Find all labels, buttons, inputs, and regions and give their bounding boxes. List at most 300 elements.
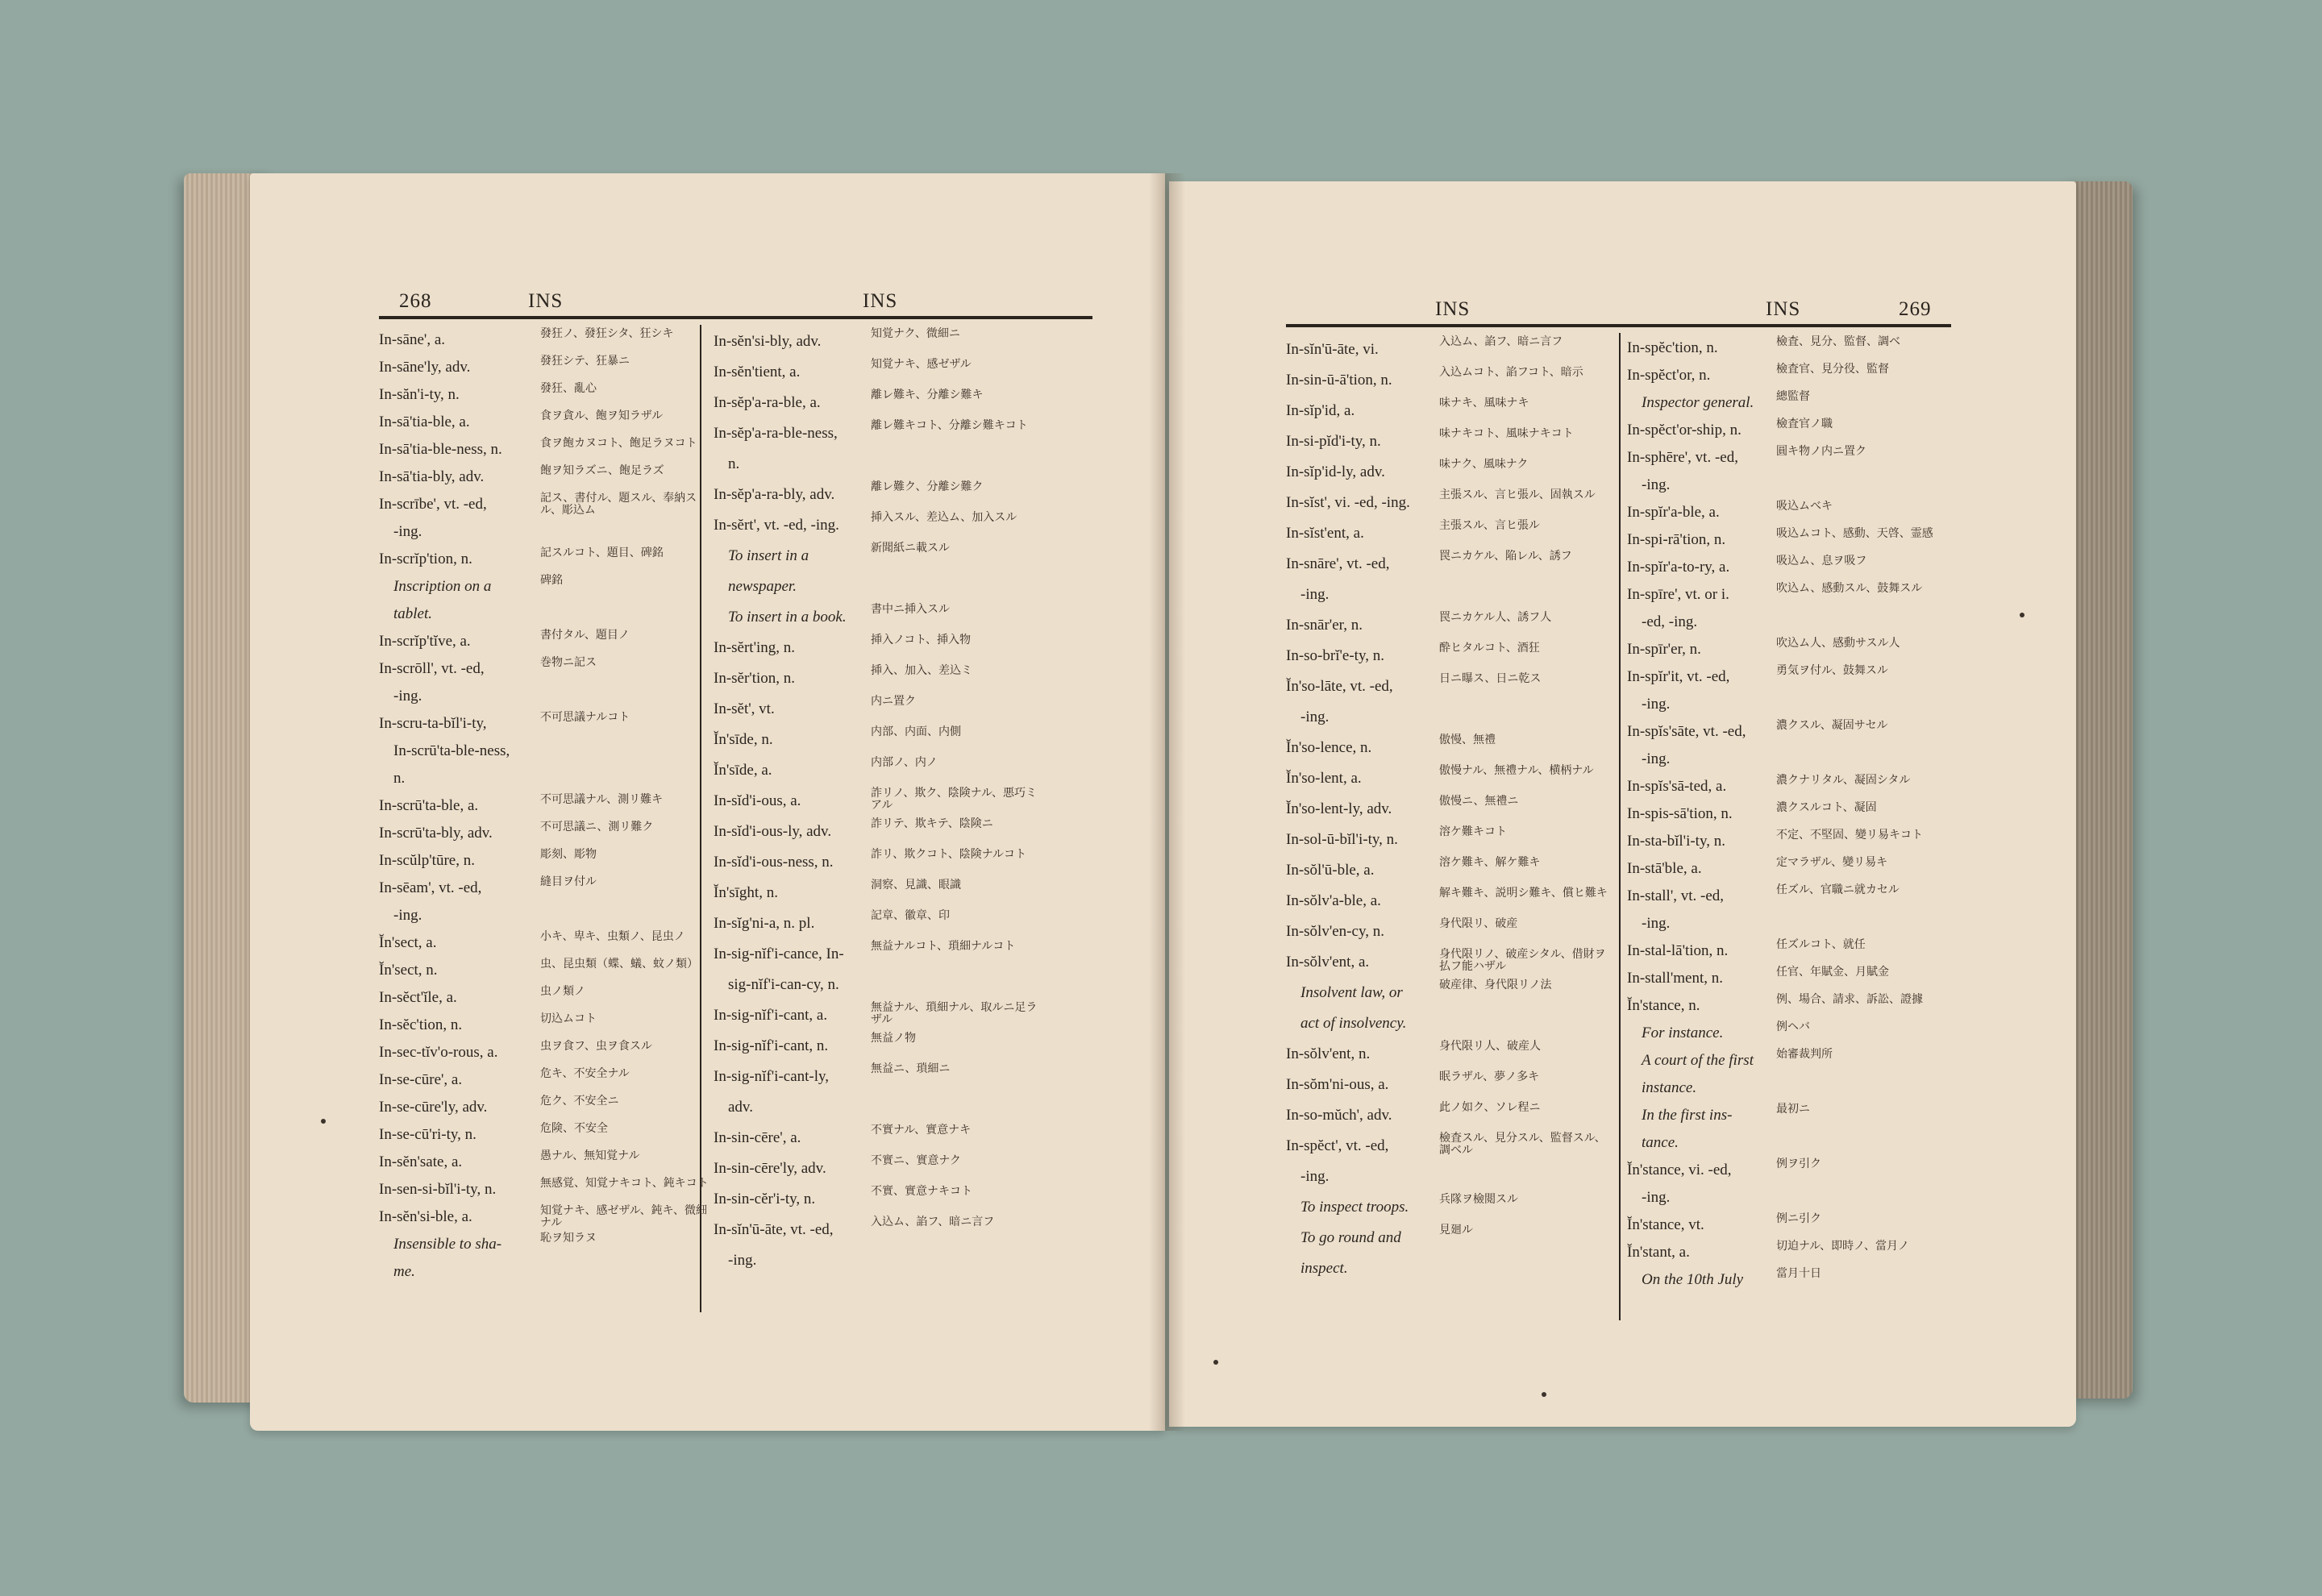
ink-speck [1542, 1392, 1546, 1397]
dictionary-entry [379, 984, 710, 1012]
dictionary-entry [379, 436, 710, 463]
dictionary-entry [714, 602, 1068, 633]
entry-japanese-gloss: 發狂、亂心 [540, 383, 597, 395]
entry-japanese-gloss: 勇気ヲ付ル、鼓舞スル [1776, 665, 1888, 677]
entry-headword: In-sin-cĕr'i-ty, n. [714, 1191, 816, 1207]
entry-headword: In-sig-nĭf'i-cant, a. [714, 1007, 828, 1024]
dictionary-entry [379, 1066, 710, 1094]
dictionary-entry [714, 541, 1068, 571]
page-number: 269 [1899, 298, 1932, 320]
entry-japanese-gloss: 例ヲ引ク [1776, 1158, 1821, 1170]
header-rule [1286, 324, 1951, 327]
entry-japanese-gloss: 内ニ置ク [871, 696, 916, 708]
entry-headword: In-scrĭp'tion, n. [379, 551, 472, 567]
dictionary-entry [1286, 916, 1625, 947]
entry-japanese-gloss: 危険、不安全 [540, 1123, 608, 1135]
dictionary-entry [1627, 800, 1950, 828]
dictionary-entry [1627, 389, 1950, 417]
entry-headword: Ĭn'so-lent-ly, adv. [1286, 800, 1392, 817]
entry-japanese-gloss: 切迫ナル、即時ノ、當月ノ [1776, 1241, 1910, 1253]
entry-headword: In-sĭg'ni-a, n. pl. [714, 915, 815, 932]
entry-japanese-gloss: 主張スル、言ヒ張ル [1439, 520, 1540, 532]
dictionary-entry [1627, 1129, 1950, 1157]
dictionary-entry [714, 1062, 1068, 1092]
entry-headword: In-scrū'ta-ble, a. [379, 797, 479, 814]
dictionary-entry [379, 655, 710, 683]
entry-headword: In-săn'i-ty, n. [379, 386, 460, 403]
entry-japanese-gloss: 離レ難ク、分離シ難ク [871, 481, 984, 493]
entry-japanese-gloss: 記スルコト、題目、碑銘 [540, 547, 664, 559]
entry-headword: In-sĭp'id-ly, adv. [1286, 463, 1385, 480]
entry-japanese-gloss: 飽ヲ知ラズニ、飽足ラズ [540, 465, 664, 477]
entry-japanese-gloss: 檢査、見分、監督、調ベ [1776, 336, 1900, 348]
dictionary-entry [379, 354, 710, 381]
entry-headword: instance. [1642, 1079, 1697, 1096]
dictionary-entry [1627, 636, 1950, 663]
running-header-left: INS [528, 290, 564, 312]
entry-japanese-gloss: 濃クスル、凝固サセル [1776, 720, 1888, 732]
dictionary-entry [1286, 396, 1625, 426]
dictionary-entry [1286, 947, 1625, 978]
ink-speck [321, 1119, 326, 1124]
entry-japanese-gloss: 任ズル、官職ニ就カセル [1776, 884, 1900, 896]
entry-japanese-gloss: 虫ノ類ノ [540, 986, 585, 998]
entry-headword: In-si-pĭd'i-ty, n. [1286, 433, 1381, 450]
dictionary-entry [1627, 499, 1950, 526]
dictionary-entry [1627, 581, 1950, 609]
entry-japanese-gloss: 檢査スル、見分スル、監督スル、調ベル [1439, 1133, 1606, 1157]
dictionary-entry [1627, 828, 1950, 855]
entry-japanese-gloss: 愚ナル、無知覚ナル [540, 1150, 640, 1162]
entry-japanese-gloss: 危キ、不安全ナル [540, 1068, 630, 1080]
book-gutter [1149, 173, 1185, 1431]
entry-japanese-gloss: 吸込ムベキ [1776, 501, 1833, 513]
entry-japanese-gloss: 無益ノ物 [871, 1033, 916, 1045]
entry-headword: In-sāne'ly, adv. [379, 359, 471, 376]
dictionary-entry [1627, 746, 1950, 773]
dictionary-entry [714, 449, 1068, 480]
entry-japanese-gloss: 巻物ニ記ス [540, 657, 597, 669]
entry-japanese-gloss: 洞察、見識、眼識 [871, 879, 961, 892]
entry-headword: adv. [728, 1099, 753, 1116]
dictionary-entry [714, 1245, 1068, 1276]
entry-japanese-gloss: 此ノ如ク、ソレ程ニ [1439, 1102, 1541, 1114]
entry-japanese-gloss: 碑銘 [540, 575, 563, 587]
entry-headword: In-sēam', vt. -ed, [379, 879, 482, 896]
entry-headword: -ed, -ing. [1642, 613, 1698, 630]
entry-japanese-gloss: 味ナク、風味ナク [1439, 459, 1529, 471]
entry-japanese-gloss: 無益ニ、瑣細ニ [871, 1063, 951, 1075]
dictionary-entry [1627, 335, 1950, 362]
dictionary-entry [1286, 610, 1625, 641]
entry-headword: n. [728, 455, 740, 472]
entry-japanese-gloss: 記章、徽章、印 [871, 910, 950, 922]
entry-japanese-gloss: 虫、昆虫類（蝶、蟻、蚊ノ類） [540, 958, 698, 970]
entry-japanese-gloss: 知覚ナク、微細ニ [871, 328, 960, 340]
entry-headword: Ĭn'sīde, a. [714, 762, 772, 779]
dictionary-entry [379, 1094, 710, 1121]
dictionary-entry [379, 738, 710, 765]
dictionary-entry [379, 847, 710, 875]
entry-headword: In-spis-sā'tion, n. [1627, 805, 1733, 822]
entry-headword: inspect. [1300, 1260, 1348, 1277]
dictionary-entry [1286, 671, 1625, 702]
dictionary-entry [1286, 335, 1625, 365]
dictionary-entry [714, 1184, 1068, 1215]
dictionary-entry [714, 1000, 1068, 1031]
entry-japanese-gloss: 定マラザル、變リ易キ [1776, 857, 1888, 869]
entry-japanese-gloss: 虫ヲ食フ、虫ヲ食スル [540, 1041, 652, 1053]
dictionary-entry [1627, 1266, 1950, 1294]
page-number: 268 [399, 290, 432, 312]
running-header-right: INS [1766, 298, 1801, 320]
entry-japanese-gloss: 溶ケ難キ、解ケ難キ [1439, 857, 1541, 869]
dictionary-entry [1286, 365, 1625, 396]
dictionary-entry [714, 725, 1068, 755]
dictionary-entry [714, 970, 1068, 1000]
entry-japanese-gloss: 恥ヲ知ラヌ [540, 1232, 597, 1245]
entry-headword: In-snār'er, n. [1286, 617, 1363, 634]
entry-japanese-gloss: 濃クナリタル、凝固シタル [1776, 775, 1911, 787]
dictionary-entry [379, 710, 710, 738]
right-page-column-1 [1286, 335, 1625, 1284]
entry-headword: Ĭn'stance, n. [1627, 997, 1700, 1014]
left-page-column-2 [714, 326, 1068, 1276]
entry-headword: In-sā'tia-bly, adv. [379, 468, 485, 485]
entry-headword: In-spĕct', vt. -ed, [1286, 1137, 1389, 1154]
dictionary-entry [379, 1231, 710, 1258]
entry-headword: In-sĭd'i-ous-ly, adv. [714, 823, 832, 840]
entry-headword: tance. [1642, 1134, 1679, 1151]
entry-headword: In-scrĭp'tĭve, a. [379, 633, 471, 650]
entry-headword: In-sĕn'si-bly, adv. [714, 333, 822, 350]
dictionary-entry [1627, 1074, 1950, 1102]
dictionary-entry [1627, 773, 1950, 800]
dictionary-entry [1286, 1008, 1625, 1039]
dictionary-entry [1627, 1047, 1950, 1074]
entry-headword: To inspect troops. [1300, 1199, 1409, 1216]
entry-japanese-gloss: 詐リ、欺クコト、陰険ナルコト [871, 849, 1027, 861]
dictionary-entry [1627, 1157, 1950, 1184]
entry-headword: In-sĕn'tient, a. [714, 364, 801, 380]
dictionary-entry [714, 663, 1068, 694]
entry-japanese-gloss: 身代限リ人、破産人 [1439, 1041, 1541, 1053]
dictionary-entry [379, 929, 710, 957]
dictionary-entry [379, 573, 710, 601]
dictionary-entry [1627, 417, 1950, 444]
entry-japanese-gloss: 内部、内面、内側 [871, 726, 961, 738]
dictionary-entry [379, 491, 710, 518]
entry-japanese-gloss: 不實ニ、實意ナク [871, 1155, 961, 1167]
entry-headword: In-spĕct'or, n. [1627, 367, 1711, 384]
entry-headword: In-sĭd'i-ous-ness, n. [714, 854, 834, 871]
dictionary-entry [714, 755, 1068, 786]
dictionary-entry [1627, 362, 1950, 389]
entry-japanese-gloss: 詐リテ、欺キテ、陰険ニ [871, 818, 993, 830]
entry-headword: In-sin-cēre', a. [714, 1129, 801, 1146]
dictionary-entry [1627, 883, 1950, 910]
entry-headword: In-sin-cēre'ly, adv. [714, 1160, 826, 1177]
entry-japanese-gloss: 吸込ムコト、感動、天啓、霊感 [1776, 528, 1933, 540]
entry-japanese-gloss: 書付タル、題目ノ [540, 630, 630, 642]
dictionary-entry [1286, 1253, 1625, 1284]
entry-headword: In-scrū'ta-bly, adv. [379, 825, 493, 842]
dictionary-entry [1286, 1223, 1625, 1253]
left-page [250, 173, 1165, 1431]
dictionary-entry [1286, 641, 1625, 671]
entry-headword: In-scrībe', vt. -ed, [379, 496, 487, 513]
dictionary-entry [1286, 1070, 1625, 1100]
entry-headword: In-sĭn'ū-āte, vt. -ed, [714, 1221, 834, 1238]
entry-headword: In-sĕt', vt. [714, 700, 775, 717]
header-rule [379, 316, 1092, 319]
entry-japanese-gloss: 身代限リ、破産 [1439, 918, 1518, 930]
entry-headword: Ĭn'sect, a. [379, 934, 437, 951]
entry-japanese-gloss: 入込ム、諂フ、暗ニ言フ [1439, 336, 1563, 348]
dictionary-entry [379, 628, 710, 655]
dictionary-entry [379, 902, 710, 929]
entry-japanese-gloss: 總監督 [1776, 391, 1810, 403]
entry-headword: In-sta-bĭl'i-ty, n. [1627, 833, 1725, 850]
entry-headword: -ing. [1642, 476, 1671, 493]
entry-japanese-gloss: 最初ニ [1776, 1103, 1810, 1116]
entry-japanese-gloss: 始審裁判所 [1776, 1049, 1833, 1061]
entry-headword: To insert in a [728, 547, 809, 564]
entry-japanese-gloss: 酔ヒタルコト、酒狂 [1439, 642, 1540, 655]
entry-headword: In-scrōll', vt. -ed, [379, 660, 485, 677]
entry-headword: In-se-cū'ri-ty, n. [379, 1126, 476, 1143]
entry-headword: In-sec-tĭv'o-rous, a. [379, 1044, 498, 1061]
entry-japanese-gloss: 當月十日 [1776, 1268, 1821, 1280]
entry-japanese-gloss: 發狂シテ、狂暴ニ [540, 355, 630, 368]
dictionary-entry [714, 571, 1068, 602]
entry-japanese-gloss: 吸込ム、息ヲ吸フ [1776, 555, 1867, 567]
entry-headword: In-scrū'ta-ble-ness, [393, 742, 510, 759]
entry-headword: In-spi-rā'tion, n. [1627, 531, 1726, 548]
entry-japanese-gloss: 不實、實意ナキコト [871, 1186, 972, 1198]
dictionary-entry [379, 409, 710, 436]
entry-japanese-gloss: 食ヲ飽カヌコト、飽足ラヌコト [540, 438, 697, 450]
dictionary-entry [714, 847, 1068, 878]
entry-headword: In-sŏl'ū-ble, a. [1286, 862, 1375, 879]
entry-japanese-gloss: 知覚ナキ、感ゼザル [871, 359, 972, 371]
dictionary-entry [379, 765, 710, 792]
entry-japanese-gloss: 離レ難キ、分離シ難キ [871, 389, 984, 401]
dictionary-entry [379, 1149, 710, 1176]
entry-japanese-gloss: 傲慢ニ、無禮ニ [1439, 796, 1519, 808]
entry-headword: In-stall'ment, n. [1627, 970, 1723, 987]
entry-headword: A court of the first [1642, 1052, 1754, 1069]
dictionary-entry [379, 1039, 710, 1066]
dictionary-entry [1286, 978, 1625, 1008]
dictionary-entry [1627, 526, 1950, 554]
entry-japanese-gloss: 新聞紙ニ載スル [871, 542, 950, 555]
entry-japanese-gloss: 彫刻、彫物 [540, 849, 597, 861]
entry-japanese-gloss: 例ヘバ [1776, 1021, 1810, 1033]
entry-japanese-gloss: 傲慢ナル、無禮ナル、横柄ナル [1439, 765, 1594, 777]
entry-headword: -ing. [1642, 696, 1671, 713]
entry-headword: In-sŏlv'ent, a. [1286, 954, 1370, 970]
entry-headword: -ing. [1642, 1189, 1671, 1206]
entry-headword: In-sĕrt', vt. -ed, -ing. [714, 517, 839, 534]
entry-headword: Inscription on a [393, 578, 492, 595]
entry-headword: In-sphēre', vt. -ed, [1627, 449, 1738, 466]
dictionary-entry [714, 939, 1068, 970]
entry-japanese-gloss: 解キ難キ、説明シ難キ、償ヒ難キ [1439, 887, 1608, 900]
dictionary-entry [714, 1092, 1068, 1123]
dictionary-entry [379, 1012, 710, 1039]
dictionary-entry [379, 381, 710, 409]
entry-headword: In-sā'tia-ble, a. [379, 414, 470, 430]
dictionary-entry [714, 388, 1068, 418]
entry-japanese-gloss: 任ズルコト、就任 [1776, 939, 1866, 951]
entry-headword: Inspector general. [1642, 394, 1754, 411]
entry-headword: -ing. [393, 907, 422, 924]
entry-headword: sig-nĭf'i-can-cy, n. [728, 976, 839, 993]
entry-headword: In-sĭd'i-ous, a. [714, 792, 801, 809]
entry-headword: In-sĭp'id, a. [1286, 402, 1355, 419]
entry-headword: In-sĭst', vi. -ed, -ing. [1286, 494, 1410, 511]
entry-headword: In-spĭr'it, vt. -ed, [1627, 668, 1730, 685]
dictionary-entry [714, 418, 1068, 449]
entry-headword: Ĭn'so-lence, n. [1286, 739, 1372, 756]
entry-japanese-gloss: 味ナキコト、風味ナキコト [1439, 428, 1574, 440]
entry-headword: In-sĕn'si-ble, a. [379, 1208, 472, 1225]
dictionary-entry [379, 601, 710, 628]
entry-headword: In-stal-lā'tion, n. [1627, 942, 1729, 959]
right-page [1169, 181, 2076, 1427]
entry-headword: Ĭn'sect, n. [379, 962, 438, 979]
entry-headword: n. [393, 770, 406, 787]
entry-headword: In-sin-ū-ā'tion, n. [1286, 372, 1392, 389]
dictionary-entry [714, 817, 1068, 847]
dictionary-entry [379, 1121, 710, 1149]
dictionary-entry [714, 510, 1068, 541]
entry-headword: In-sŏm'ni-ous, a. [1286, 1076, 1389, 1093]
entry-headword: -ing. [1300, 586, 1330, 603]
entry-headword: Ĭn'stant, a. [1627, 1244, 1690, 1261]
right-page-column-2 [1627, 335, 1950, 1294]
running-header-left: INS [1435, 298, 1471, 320]
entry-headword: In-sā'tia-ble-ness, n. [379, 441, 502, 458]
entry-japanese-gloss: 不可思議ナル、測リ難キ [540, 794, 664, 806]
entry-japanese-gloss: 無益ナル、瑣細ナル、取ルニ足ラザル [871, 1002, 1038, 1026]
entry-japanese-gloss: 吹込ム、感動スル、鼓舞スル [1776, 583, 1923, 595]
entry-headword: -ing. [1642, 750, 1671, 767]
dictionary-entry [714, 786, 1068, 817]
entry-headword: Ĭn'sīde, n. [714, 731, 773, 748]
dictionary-entry [714, 633, 1068, 663]
entry-japanese-gloss: 不定、不堅固、變リ易キコト [1776, 829, 1923, 842]
dictionary-entry [379, 683, 710, 710]
entry-headword: In-so-brĭ'e-ty, n. [1286, 647, 1384, 664]
dictionary-entry [1627, 609, 1950, 636]
entry-headword: In-spĭs'sā-ted, a. [1627, 778, 1727, 795]
entry-japanese-gloss: 檢査官、見分役、監督 [1776, 364, 1889, 376]
entry-headword: To go round and [1300, 1229, 1401, 1246]
entry-headword: In-sen-si-bĭl'i-ty, n. [379, 1181, 497, 1198]
entry-headword: In-stā'ble, a. [1627, 860, 1702, 877]
dictionary-entry [1627, 992, 1950, 1020]
dictionary-entry [1627, 691, 1950, 718]
dictionary-entry [379, 820, 710, 847]
dictionary-entry [714, 1215, 1068, 1245]
dictionary-entry [1286, 855, 1625, 886]
dictionary-entry [714, 357, 1068, 388]
entry-headword: To insert in a book. [728, 609, 847, 626]
dictionary-entry [1627, 965, 1950, 992]
entry-headword: In-scru-ta-bĭl'i-ty, [379, 715, 487, 732]
entry-japanese-gloss: 不實ナル、實意ナキ [871, 1124, 972, 1137]
entry-japanese-gloss: 危ク、不安全ニ [540, 1095, 619, 1108]
entry-japanese-gloss: 罠ニカケル、陥レル、誘フ [1439, 551, 1572, 563]
dictionary-entry [1627, 1020, 1950, 1047]
dictionary-entry [714, 694, 1068, 725]
entry-japanese-gloss: 入込ム、諂フ、暗ニ言フ [871, 1216, 995, 1228]
entry-headword: Ĭn'stance, vt. [1627, 1216, 1704, 1233]
entry-japanese-gloss: 例、場合、請求、訴訟、證據 [1776, 994, 1923, 1006]
dictionary-entry [1286, 580, 1625, 610]
dictionary-entry [1286, 886, 1625, 916]
dictionary-entry [714, 1031, 1068, 1062]
dictionary-entry [1286, 457, 1625, 488]
entry-japanese-gloss: 書中ニ挿入スル [871, 604, 950, 616]
dictionary-entry [379, 1203, 710, 1231]
entry-headword: In-spīr'er, n. [1627, 641, 1701, 658]
entry-headword: Ĭn'so-lāte, vt. -ed, [1286, 678, 1393, 695]
entry-headword: In-spīre', vt. or i. [1627, 586, 1729, 603]
dictionary-entry [714, 1153, 1068, 1184]
entry-headword: act of insolvency. [1300, 1015, 1407, 1032]
dictionary-entry [1627, 910, 1950, 937]
entry-japanese-gloss: 溶ケ難キコト [1439, 826, 1507, 838]
entry-japanese-gloss: 見廻ル [1439, 1224, 1473, 1236]
entry-japanese-gloss: 兵隊ヲ檢閲スル [1439, 1194, 1518, 1206]
dictionary-entry [1286, 794, 1625, 825]
entry-headword: On the 10th July [1642, 1271, 1744, 1288]
entry-headword: In-sŏlv'a-ble, a. [1286, 892, 1381, 909]
dictionary-entry [379, 546, 710, 573]
entry-japanese-gloss: 發狂ノ、發狂シタ、狂シキ [540, 328, 674, 340]
entry-headword: In-so-mŭch', adv. [1286, 1107, 1392, 1124]
dictionary-entry [1627, 855, 1950, 883]
left-page-column-1 [379, 326, 710, 1286]
entry-japanese-gloss: 濃クスルコト、凝固 [1776, 802, 1877, 814]
entry-japanese-gloss: 眠ラザル、夢ノ多キ [1439, 1071, 1540, 1083]
dictionary-entry [714, 326, 1068, 357]
entry-headword: -ing. [1642, 915, 1671, 932]
entry-headword: In-se-cūre'ly, adv. [379, 1099, 488, 1116]
entry-japanese-gloss: 例ニ引ク [1776, 1213, 1821, 1225]
dictionary-entry [1286, 518, 1625, 549]
dictionary-entry [1286, 763, 1625, 794]
entry-headword: me. [393, 1263, 415, 1280]
dictionary-entry [714, 878, 1068, 908]
entry-japanese-gloss: 吹込ム人、感動サスル人 [1776, 638, 1900, 650]
entry-headword: In-se-cūre', a. [379, 1071, 463, 1088]
entry-headword: In-sig-nĭf'i-cant-ly, [714, 1068, 830, 1085]
entry-japanese-gloss: 日ニ曝ス、日ニ乾ス [1439, 673, 1542, 685]
entry-japanese-gloss: 記ス、書付ル、題スル、奉納スル、彫込ム [540, 493, 697, 517]
entry-headword: In-sig-nĭf'i-cance, In- [714, 946, 844, 962]
entry-japanese-gloss: 知覚ナキ、感ゼザル、鈍キ、微細ナル [540, 1205, 708, 1229]
dictionary-entry [1627, 1239, 1950, 1266]
entry-headword: In-spĭr'a-ble, a. [1627, 504, 1720, 521]
entry-japanese-gloss: 入込ムコト、諂フコト、暗示 [1439, 367, 1583, 379]
entry-headword: For instance. [1642, 1025, 1724, 1041]
entry-headword: In-sig-nĭf'i-cant, n. [714, 1037, 829, 1054]
entry-headword: -ing. [393, 688, 422, 704]
